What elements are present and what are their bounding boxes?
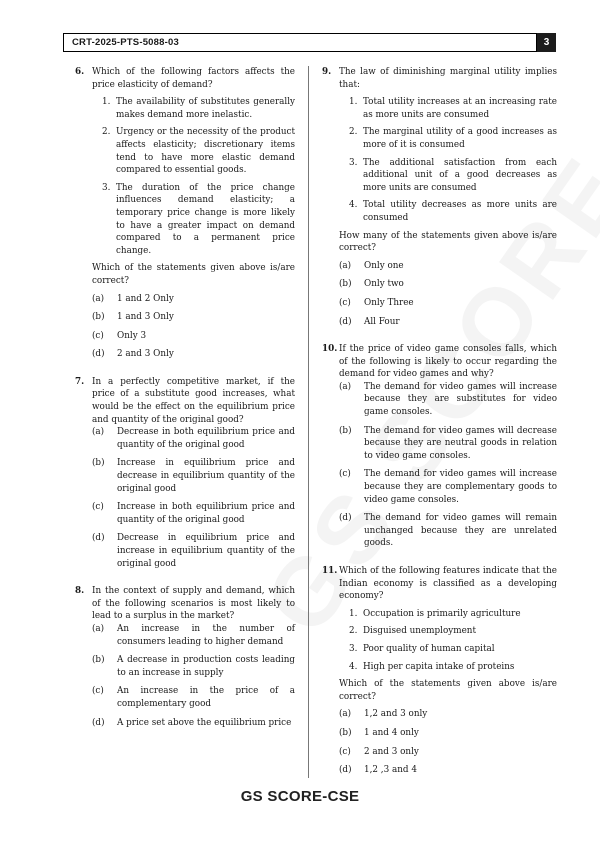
answer-option [339,316,557,329]
statement-text: Total utility decreases as more units are consumed [363,200,557,223]
answer-option [339,278,557,291]
option-text: 1,2 and 3 only [364,709,428,720]
question-8 [75,585,295,729]
statement-number: 1. [349,608,358,619]
statement-item [102,126,295,176]
option-text: 1 and 2 Only [117,293,174,304]
answer-option [339,468,557,506]
test-code: CRT-2025-PTS-5088-03 [72,37,179,48]
option-label: (c) [92,502,104,513]
statement-number: 3. [349,157,358,168]
option-text: The demand for video games will increase because they are substitutes for video game consoles. [364,381,557,418]
statement-text: The marginal utility of a good increases as more of it is consumed [363,127,557,150]
answer-option [339,260,557,273]
answer-option [339,381,557,419]
answer-option [92,457,295,495]
option-label: (b) [92,458,105,469]
question-text: If the price of video game consoles falls, which of the following is likely to occur regarding the demand for video games and why? [339,344,557,380]
answer-option [339,746,557,759]
question-number: 9. [322,67,332,77]
option-label: (a) [339,260,352,271]
option-label: (d) [92,533,105,544]
statement-item [349,608,557,621]
answer-option [92,717,295,730]
option-label: (b) [339,425,352,436]
question-prompt: How many of the statements given above is/are correct? [339,230,557,254]
statement-item [349,643,557,656]
question-7 [75,376,295,570]
option-label: (b) [92,312,105,323]
header-code-box [63,33,537,52]
option-label: (d) [92,349,105,360]
question-prompt: Which of the statements given above is/are correct? [92,263,295,286]
statement-text: The additional satisfaction from each additional unit of a good decreases as more units are consumed [363,157,557,193]
question-number: 7. [75,376,85,387]
answer-option [92,311,295,324]
answer-option [339,297,557,310]
statement-number: 1. [102,97,111,108]
option-text: The demand for video games will increase because they are complementary goods to video game consoles. [364,469,557,505]
question-prompt: Which of the statements given above is/are correct? [339,679,557,702]
statement-text: The duration of the price change influences demand elasticity; a temporary price change is more likely to have a greater impact on demand compared to a permanent price change. [116,182,295,256]
statement-list [349,608,557,673]
option-label: (a) [92,293,105,304]
option-label: (c) [339,746,351,757]
option-label: (d) [339,765,352,776]
option-text: Only 3 [117,330,147,341]
option-text: An increase in the number of consumers leading to higher demand [117,623,295,647]
option-label: (c) [339,297,351,308]
answer-option [92,685,295,710]
question-number: 11. [322,566,338,576]
column-divider [308,66,309,778]
option-text: Decrease in equilibrium price and increase in equilibrium quantity of the original good [117,533,295,569]
statement-text: Disguised unemployment [363,626,476,637]
option-text: The demand for video games will decrease because they are neutral goods in relation to video game consoles. [364,425,557,461]
option-label: (b) [92,655,105,666]
option-label: (d) [339,316,352,327]
option-label: (b) [339,279,352,290]
option-text: Only Three [364,297,414,308]
answer-option [92,654,295,679]
option-label: (d) [339,513,352,524]
left-column [75,66,295,744]
option-text: 1,2 ,3 and 4 [364,765,417,776]
statement-item [349,96,557,121]
question-text: In a perfectly competitive market, if the price of a substitute good increases, what would be the effect on the equilibrium price and quantity of the original good? [92,376,295,425]
option-label: (c) [92,330,104,341]
question-11 [322,565,557,777]
question-number: 10. [322,344,338,355]
statement-number: 3. [102,182,111,193]
question-text: Which of the following features indicate that the Indian economy is classified as a developing economy? [339,566,557,602]
option-label: (a) [92,623,105,634]
answer-option [92,501,295,526]
option-text: Increase in equilibrium price and decrease in equilibrium quantity of the original good [117,458,295,494]
question-number: 6. [75,67,85,77]
answer-option [339,512,557,550]
question-10 [322,343,557,550]
option-text: Increase in both equilibrium price and quantity of the original good [117,502,295,525]
option-text: An increase in the price of a complementary good [117,686,295,709]
question-9 [322,66,557,328]
option-text: 1 and 3 Only [117,312,174,323]
statement-text: High per capita intake of proteins [363,661,515,672]
question-number: 8. [75,586,85,597]
statement-number: 2. [349,127,358,138]
answer-option [339,425,557,463]
option-text: A price set above the equilibrium price [117,717,292,728]
statement-text: Occupation is primarily agriculture [363,608,521,619]
option-text: All Four [364,316,400,327]
right-column [322,66,557,792]
statement-text: The availability of substitutes generally makes demand more inelastic. [116,97,295,120]
statement-number: 4. [349,200,358,211]
answer-option [92,348,295,361]
option-text: 2 and 3 Only [117,349,174,360]
question-6 [75,66,295,361]
statement-number: 4. [349,661,358,672]
statement-list [102,96,295,257]
option-text: Only one [364,260,404,271]
answer-option [92,330,295,343]
statement-text: Poor quality of human capital [363,643,495,654]
option-label: (d) [92,717,105,728]
option-label: (a) [339,381,352,392]
statement-item [349,661,557,674]
option-label: (b) [339,727,352,738]
option-text: 2 and 3 only [364,746,419,757]
option-label: (a) [92,427,105,438]
question-text: Which of the following factors affects the price elasticity of demand? [92,67,295,90]
statement-number: 2. [349,626,358,637]
option-text: 1 and 4 only [364,727,419,738]
answer-option [92,623,295,648]
statement-item [102,96,295,121]
statement-number: 1. [349,97,358,108]
statement-list [349,96,557,224]
page-number: 3 [537,33,556,52]
question-text: The law of diminishing marginal utility implies that: [339,67,557,90]
option-text: The demand for video games will remain unchanged because they are unrelated goods. [364,513,557,549]
statement-item [349,199,557,224]
question-text: In the context of supply and demand, which of the following scenarios is most likely to lead to a surplus in the market? [92,586,295,622]
option-label: (a) [339,709,352,720]
statement-item [349,126,557,151]
option-label: (c) [92,686,104,697]
statement-item [349,157,557,195]
statement-text: Urgency or the necessity of the product affects elasticity; discretionary items tend to have more elastic demand compared to essential goods. [116,127,295,176]
statement-text: Total utility increases at an increasing rate as more units are consumed [363,97,557,120]
statement-number: 3. [349,643,358,654]
statement-item [102,182,295,258]
statement-item [349,625,557,638]
answer-option [339,764,557,777]
answer-option [92,293,295,306]
answer-option [92,532,295,570]
answer-option [339,727,557,740]
option-text: A decrease in production costs leading to an increase in supply [117,655,295,678]
option-text: Decrease in both equilibrium price and quantity of the original good [117,427,295,450]
answer-option [339,708,557,721]
footer-brand: GS SCORE-CSE [240,788,360,805]
statement-number: 2. [102,127,111,138]
option-label: (c) [339,469,351,480]
answer-option [92,426,295,451]
option-text: Only two [364,279,404,290]
